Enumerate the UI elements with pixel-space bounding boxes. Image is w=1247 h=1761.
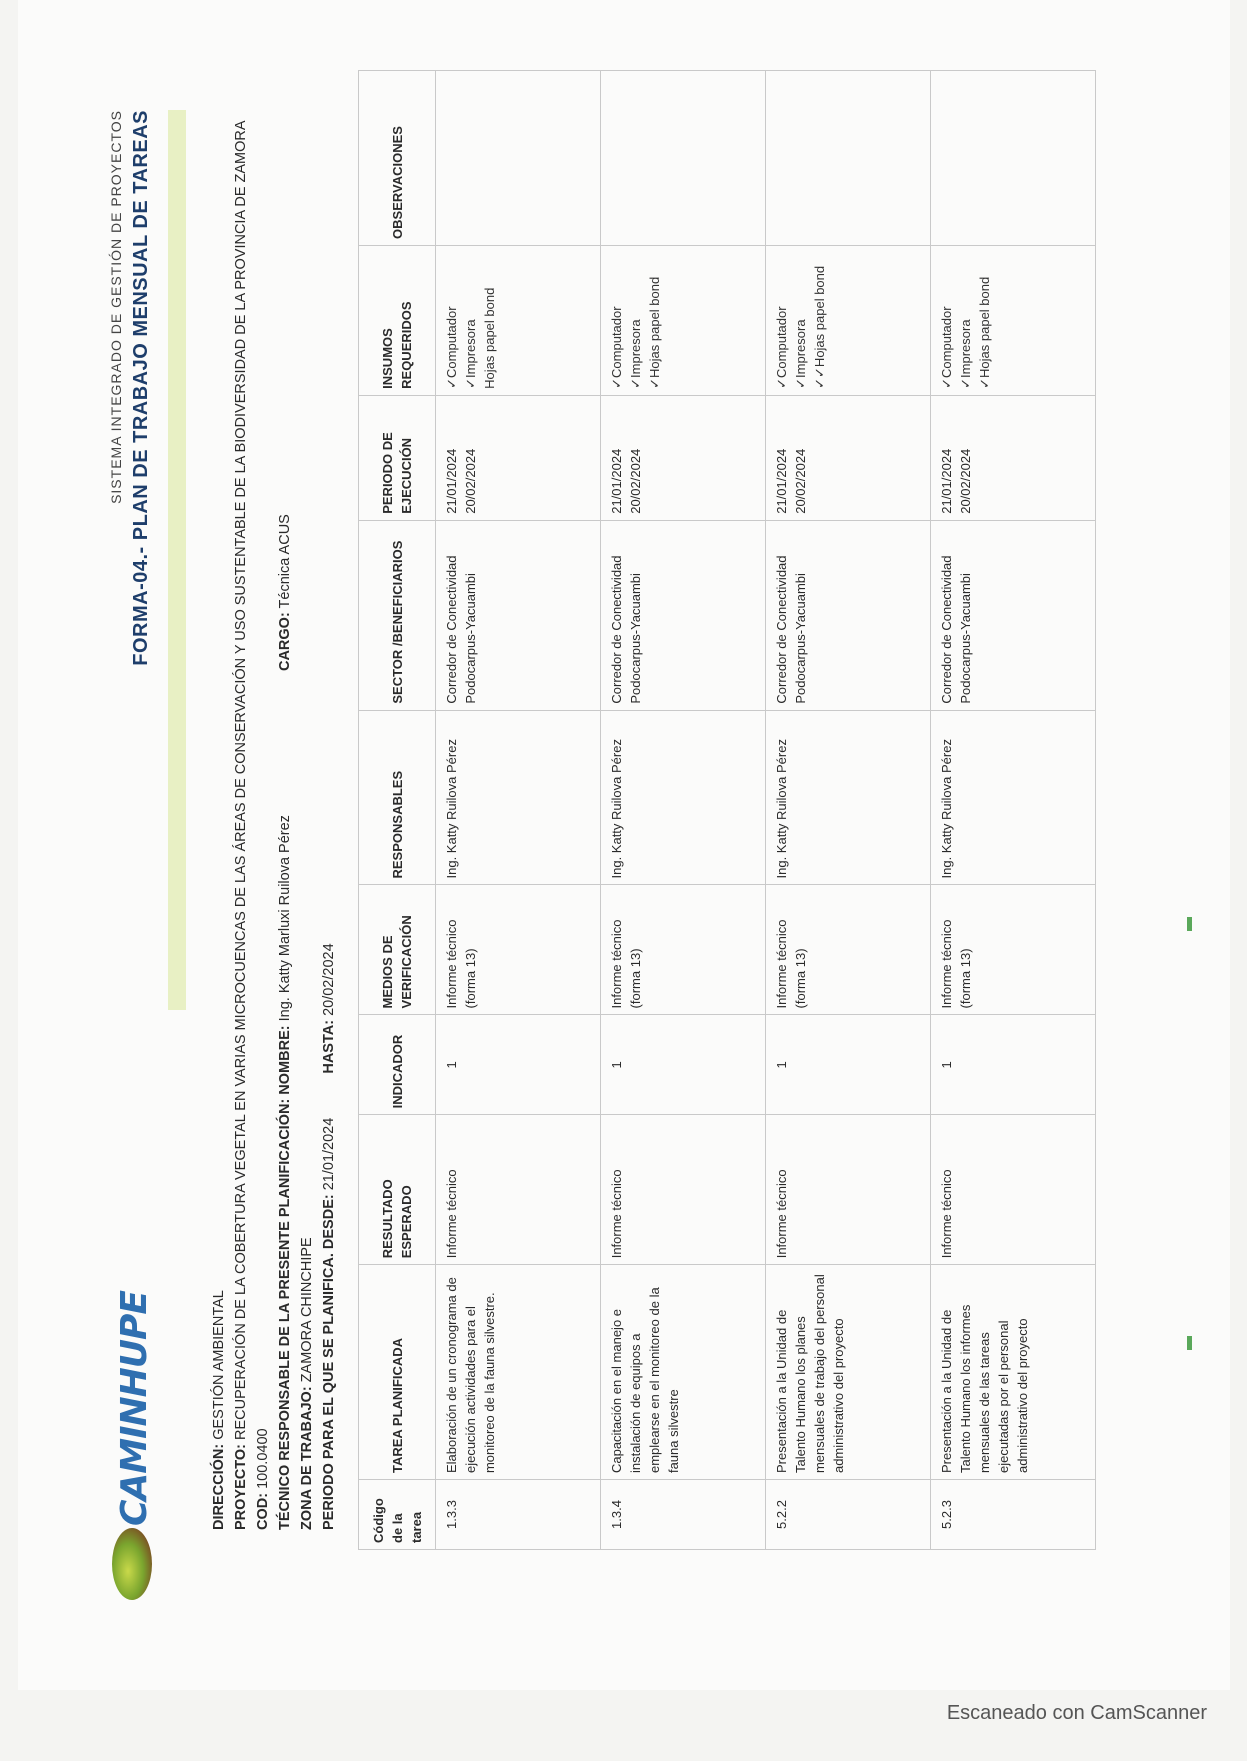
table-header-row bbox=[359, 71, 436, 1550]
cell-sector: Corredor de Conectividad Podocarpus-Yacuambi bbox=[766, 520, 931, 710]
col-header: SECTOR /BENEFICIARIOS bbox=[359, 520, 436, 710]
cell-resultado: Informe técnico bbox=[601, 1115, 766, 1265]
insumo-item: ✓Impresora bbox=[463, 319, 478, 389]
col-header: MEDIOS DE VERIFICACIÓN bbox=[359, 885, 436, 1015]
system-title: SISTEMA INTEGRADO DE GESTIÓN DE PROYECTOS bbox=[108, 110, 124, 504]
cell-indicador: 1 bbox=[766, 1015, 931, 1115]
proyecto-line bbox=[230, 30, 252, 1530]
cell-indicador: 1 bbox=[601, 1015, 766, 1115]
project-info bbox=[208, 30, 340, 1530]
cell-medios: Informe técnico (forma 13) bbox=[436, 885, 601, 1015]
insumo-item: ✓Impresora bbox=[793, 319, 808, 389]
cell-codigo: 5.2.2 bbox=[766, 1480, 931, 1550]
table-row bbox=[766, 71, 931, 1550]
cell-responsables: Ing. Katty Ruilova Pérez bbox=[766, 710, 931, 885]
tecnico-line bbox=[274, 30, 296, 1530]
proyecto-label: PROYECTO: bbox=[233, 1444, 249, 1530]
logo-emblem-icon bbox=[112, 1528, 152, 1600]
direccion-line bbox=[208, 30, 230, 1530]
zona-label: ZONA DE TRABAJO: bbox=[299, 1386, 315, 1530]
footer-mark bbox=[1187, 917, 1192, 931]
cod-value: 100.0400 bbox=[255, 1428, 271, 1489]
desde-label: DESDE: bbox=[321, 1194, 337, 1250]
insumo-item: ✓Hojas papel bond bbox=[977, 276, 992, 389]
form-header bbox=[108, 110, 153, 970]
direccion-label: DIRECCIÓN: bbox=[211, 1443, 227, 1530]
insumo-item: ✓Computador bbox=[939, 306, 954, 389]
cell-tarea: Capacitación en el manejo e instalación de equipos a emplearse en el monitoreo de la fauna silvestre bbox=[601, 1265, 766, 1480]
cell-insumos bbox=[931, 245, 1096, 395]
cargo-group bbox=[277, 514, 293, 671]
hasta-value: 20/02/2024 bbox=[321, 943, 337, 1016]
form-title: FORMA-04.- PLAN DE TRABAJO MENSUAL DE TAREAS bbox=[130, 110, 152, 666]
col-header: TAREA PLANIFICADA bbox=[359, 1265, 436, 1480]
cod-label: COD: bbox=[255, 1492, 271, 1530]
cell-periodo: 21/01/2024 20/02/2024 bbox=[601, 395, 766, 520]
desde-value: 21/01/2024 bbox=[321, 1117, 337, 1191]
cell-observaciones bbox=[931, 71, 1096, 246]
cell-codigo: 1.3.4 bbox=[601, 1480, 766, 1550]
hasta-label: HASTA: bbox=[321, 1019, 337, 1074]
cell-codigo: 1.3.3 bbox=[436, 1480, 601, 1550]
col-header: RESULTADO ESPERADO bbox=[359, 1115, 436, 1265]
cell-observaciones bbox=[766, 71, 931, 246]
insumo-item: ✓Impresora bbox=[628, 319, 643, 389]
cell-resultado: Informe técnico bbox=[931, 1115, 1096, 1265]
cell-responsables: Ing. Katty Ruilova Pérez bbox=[436, 710, 601, 885]
zona-line bbox=[296, 30, 318, 1530]
cell-indicador: 1 bbox=[436, 1015, 601, 1115]
tasks-table bbox=[358, 70, 1096, 1550]
cargo-value: Técnica ACUS bbox=[277, 514, 293, 609]
insumo-item: ✓Computador bbox=[774, 306, 789, 389]
logo bbox=[98, 1291, 178, 1610]
cell-medios: Informe técnico (forma 13) bbox=[931, 885, 1096, 1015]
cell-sector: Corredor de Conectividad Podocarpus-Yacuambi bbox=[601, 520, 766, 710]
periodo-label: PERIODO PARA EL QUE SE PLANIFICA. bbox=[321, 1253, 337, 1530]
cell-tarea: Presentación a la Unidad de Talento Humano los informes mensuales de las tareas ejecutadas por el personal administrativo del proyecto bbox=[931, 1265, 1096, 1480]
footer-strip bbox=[1183, 70, 1195, 1550]
col-header: PERIODO DE EJECUCIÓN bbox=[359, 395, 436, 520]
insumo-item: ✓✓Hojas papel bond bbox=[812, 265, 827, 389]
cell-periodo: 21/01/2024 20/02/2024 bbox=[931, 395, 1096, 520]
cell-resultado: Informe técnico bbox=[436, 1115, 601, 1265]
cod-line bbox=[252, 30, 274, 1530]
cell-insumos bbox=[601, 245, 766, 395]
cell-indicador: 1 bbox=[931, 1015, 1096, 1115]
insumo-item: ✓Computador bbox=[609, 306, 624, 389]
cell-medios: Informe técnico (forma 13) bbox=[601, 885, 766, 1015]
cell-sector: Corredor de Conectividad Podocarpus-Yacuambi bbox=[436, 520, 601, 710]
col-header: OBSERVACIONES bbox=[359, 71, 436, 246]
table-row bbox=[931, 71, 1096, 1550]
nombre-label: NOMBRE: bbox=[277, 1025, 293, 1095]
cargo-label: CARGO: bbox=[277, 612, 293, 672]
direccion-value: GESTIÓN AMBIENTAL bbox=[211, 1290, 227, 1440]
cell-periodo: 21/01/2024 20/02/2024 bbox=[766, 395, 931, 520]
rotated-page bbox=[58, 0, 1247, 1610]
periodo-line bbox=[318, 30, 340, 1530]
zona-value: ZAMORA CHINCHIPE bbox=[299, 1237, 315, 1383]
footer-mark bbox=[1187, 1336, 1192, 1350]
cell-periodo: 21/01/2024 20/02/2024 bbox=[436, 395, 601, 520]
cell-medios: Informe técnico (forma 13) bbox=[766, 885, 931, 1015]
cell-responsables: Ing. Katty Ruilova Pérez bbox=[601, 710, 766, 885]
title-highlight bbox=[168, 110, 186, 1010]
cell-insumos bbox=[766, 245, 931, 395]
col-header: INSUMOS REQUERIDOS bbox=[359, 245, 436, 395]
cell-insumos bbox=[436, 245, 601, 395]
cell-sector: Corredor de Conectividad Podocarpus-Yacuambi bbox=[931, 520, 1096, 710]
cell-observaciones bbox=[436, 71, 601, 246]
col-header: INDICADOR bbox=[359, 1015, 436, 1115]
insumo-item: ✓Impresora bbox=[958, 319, 973, 389]
cell-tarea: Presentación a la Unidad de Talento Humano los planes mensuales de trabajo del personal administrativo del proyecto bbox=[766, 1265, 931, 1480]
cell-tarea: Elaboración de un cronograma de ejecución actividades para el monitoreo de la fauna silvestre. bbox=[436, 1265, 601, 1480]
nombre-value: Ing. Katty Marluxi Ruilova Pérez bbox=[277, 815, 293, 1022]
cell-observaciones bbox=[601, 71, 766, 246]
cell-resultado: Informe técnico bbox=[766, 1115, 931, 1265]
insumo-item: Hojas papel bond bbox=[482, 287, 497, 389]
col-header: RESPONSABLES bbox=[359, 710, 436, 885]
insumo-item: ✓Computador bbox=[444, 306, 459, 389]
col-header: Código de la tarea bbox=[359, 1480, 436, 1550]
camscanner-watermark: Escaneado con CamScanner bbox=[946, 1702, 1207, 1724]
cell-responsables: Ing. Katty Ruilova Pérez bbox=[931, 710, 1096, 885]
insumo-item: ✓Hojas papel bond bbox=[647, 276, 662, 389]
proyecto-value: RECUPERACIÓN DE LA COBERTURA VEGETAL EN VARIAS MICROCUENCAS DE LAS ÁREAS DE CONSERVACIÓN Y USO SUSTENTABLE DE LA BIODIVERSIDAD DE LA PROVINCIA DE ZAMORA bbox=[233, 120, 249, 1441]
cell-codigo: 5.2.3 bbox=[931, 1480, 1096, 1550]
logo-wordmark: CAMINHUPE bbox=[114, 1291, 155, 1526]
tecnico-label: TÉCNICO RESPONSABLE DE LA PRESENTE PLANIFICACIÓN: bbox=[277, 1098, 293, 1530]
table-row bbox=[436, 71, 601, 1550]
table-row bbox=[601, 71, 766, 1550]
scanned-sheet bbox=[18, 0, 1230, 1690]
